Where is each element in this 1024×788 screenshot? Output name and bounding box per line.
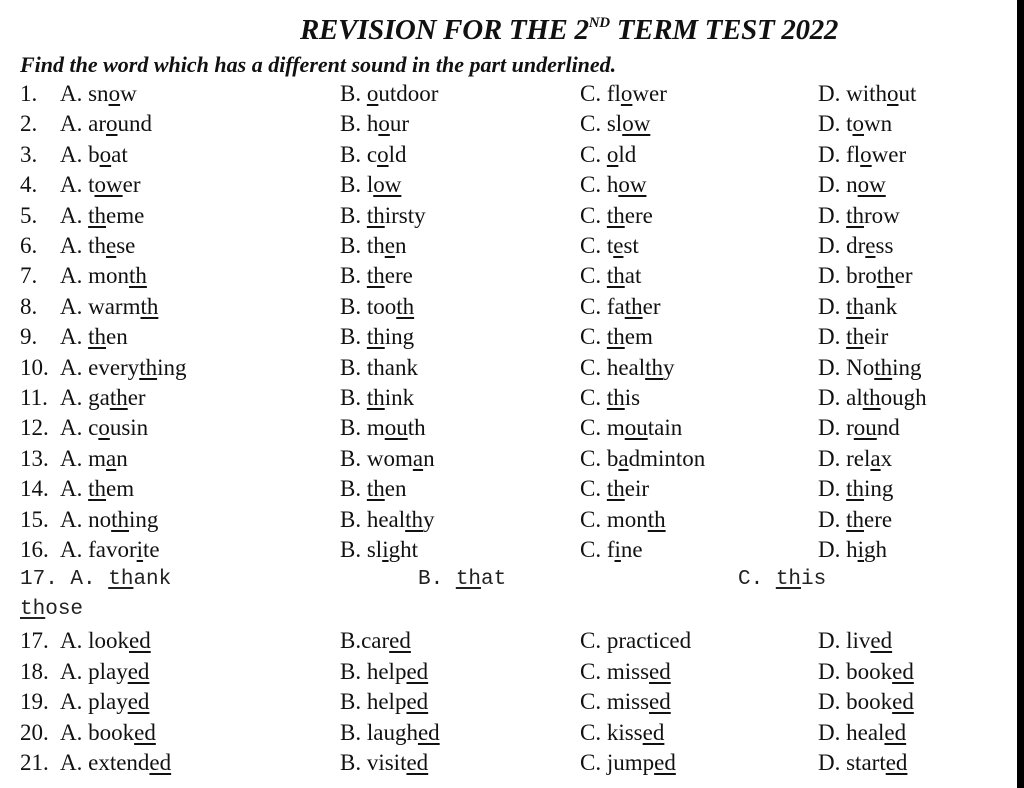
option-c: C. badminton bbox=[580, 445, 706, 471]
option-b: B. then bbox=[340, 233, 407, 258]
option-c: C. slow bbox=[580, 111, 651, 137]
question-number: 15. bbox=[20, 506, 49, 532]
option-b: B. that bbox=[418, 568, 507, 591]
question-number: 13. bbox=[20, 445, 49, 471]
question-number: 18. bbox=[20, 658, 49, 684]
option-a: A. cousin bbox=[60, 415, 149, 441]
option-d: D. high bbox=[818, 537, 888, 562]
option-b: B. hour bbox=[340, 111, 410, 137]
question-number: 17. bbox=[20, 628, 49, 653]
option-c: C. moutain bbox=[580, 415, 683, 441]
question-row bbox=[0, 203, 1010, 233]
question-row bbox=[0, 294, 1010, 324]
option-d: D. booked bbox=[818, 689, 914, 715]
question-row bbox=[0, 172, 1010, 202]
option-a: A. theme bbox=[60, 202, 145, 228]
question-row bbox=[0, 385, 1010, 415]
option-c: C. test bbox=[580, 233, 639, 258]
question-number: 4. bbox=[20, 172, 38, 198]
question-number: 1. bbox=[20, 81, 38, 106]
option-c: C. there bbox=[580, 202, 653, 228]
option-c: C. this bbox=[580, 385, 641, 410]
question-row bbox=[0, 720, 1010, 750]
question-number: 19. bbox=[20, 689, 49, 715]
option-a: A. nothing bbox=[60, 506, 159, 532]
option-d: D. there bbox=[818, 506, 893, 532]
option-b: B. helped bbox=[340, 658, 429, 684]
option-b: B. outdoor bbox=[340, 81, 439, 106]
option-b: B.cared bbox=[340, 628, 411, 653]
question-row bbox=[0, 233, 1010, 263]
option-c: C. their bbox=[580, 476, 649, 502]
option-c: C. jumped bbox=[580, 750, 676, 776]
option-b: B. tooth bbox=[340, 293, 415, 319]
option-a: A. played bbox=[60, 658, 150, 684]
option-a: A. boat bbox=[60, 141, 128, 167]
page-edge-bar bbox=[1017, 0, 1024, 788]
question-number: 5. bbox=[20, 202, 38, 228]
option-c: C. father bbox=[580, 293, 661, 319]
question-row bbox=[0, 324, 1010, 354]
option-b: B. mouth bbox=[340, 415, 426, 441]
option-d: D. although bbox=[818, 385, 927, 410]
instruction: Find the word which has a different sound in the part underlined. bbox=[20, 52, 617, 77]
question-number: 7. bbox=[20, 263, 38, 289]
option-d: D. started bbox=[818, 750, 908, 776]
option-d: D. without bbox=[818, 81, 917, 106]
option-d: D. town bbox=[818, 111, 893, 137]
option-d: D. Nothing bbox=[818, 354, 922, 380]
option-a: A. month bbox=[60, 263, 147, 289]
question-row-monospace bbox=[0, 568, 1010, 598]
question-number: 12. bbox=[20, 415, 49, 441]
option-b: B. thirsty bbox=[340, 202, 426, 228]
question-number: 3. bbox=[20, 141, 38, 167]
option-b: B. helped bbox=[340, 689, 429, 715]
option-a: A. extended bbox=[60, 750, 172, 776]
option-c: C. healthy bbox=[580, 354, 675, 380]
option-a: A. snow bbox=[60, 81, 137, 106]
question-number: 6. bbox=[20, 233, 38, 258]
question-row bbox=[0, 659, 1010, 689]
option-b: B. laughed bbox=[340, 719, 440, 745]
option-a: A. everything bbox=[60, 354, 187, 380]
question-row bbox=[0, 446, 1010, 476]
option-b: B. healthy bbox=[340, 506, 435, 532]
option-c: C. fine bbox=[580, 537, 643, 562]
page-title: REVISION FOR THE 2ND TERM TEST 2022 bbox=[300, 14, 839, 46]
question-row bbox=[0, 263, 1010, 293]
option-c: C. practiced bbox=[580, 628, 692, 653]
option-a: A. them bbox=[60, 476, 135, 502]
option-b: B. there bbox=[340, 263, 413, 289]
question-row bbox=[0, 81, 1010, 111]
question-number: 2. bbox=[20, 111, 38, 137]
option-b: B. think bbox=[340, 385, 415, 410]
option-b: B. slight bbox=[340, 537, 418, 562]
option-a: A. favorite bbox=[60, 537, 160, 562]
option-d: those bbox=[20, 598, 84, 621]
option-c: C. month bbox=[580, 506, 666, 532]
question-number: 8. bbox=[20, 293, 38, 319]
option-a: A. played bbox=[60, 689, 150, 715]
option-c: C. flower bbox=[580, 81, 667, 106]
option-d: D. thank bbox=[818, 293, 898, 319]
option-c: C. missed bbox=[580, 689, 671, 715]
option-c: C. that bbox=[580, 263, 642, 289]
question-number: 14. bbox=[20, 476, 49, 502]
question-number: 10. bbox=[20, 354, 49, 380]
option-a: A. warmth bbox=[60, 293, 159, 319]
question-number: 20. bbox=[20, 719, 49, 745]
question-row-monospace-wrap bbox=[0, 598, 1010, 628]
option-d: D. round bbox=[818, 415, 900, 441]
option-b: B. woman bbox=[340, 445, 435, 471]
option-a: A. these bbox=[60, 233, 136, 258]
option-b: B. thing bbox=[340, 324, 415, 350]
option-b: B. low bbox=[340, 172, 402, 198]
option-b: B. thank bbox=[340, 354, 418, 380]
option-c: C. how bbox=[580, 172, 647, 198]
question-row bbox=[0, 142, 1010, 172]
option-d: D. throw bbox=[818, 202, 900, 228]
question-number: 16. bbox=[20, 537, 49, 562]
option-c: C. this bbox=[738, 568, 827, 591]
question-row bbox=[0, 537, 1010, 567]
option-b: B. then bbox=[340, 476, 407, 502]
option-d: D. booked bbox=[818, 658, 914, 684]
option-b: B. visited bbox=[340, 750, 429, 776]
option-a: 17. A. thank bbox=[20, 568, 172, 591]
question-row bbox=[0, 507, 1010, 537]
option-a: A. tower bbox=[60, 172, 141, 198]
question-row bbox=[0, 628, 1010, 658]
option-c: C. kissed bbox=[580, 719, 665, 745]
option-d: D. brother bbox=[818, 263, 913, 289]
option-a: A. looked bbox=[60, 628, 151, 653]
question-row bbox=[0, 750, 1010, 780]
option-d: D. their bbox=[818, 324, 889, 350]
option-a: A. man bbox=[60, 445, 128, 471]
option-d: D. lived bbox=[818, 628, 893, 653]
option-d: D. relax bbox=[818, 445, 893, 471]
question-row bbox=[0, 689, 1010, 719]
option-b: B. cold bbox=[340, 141, 407, 167]
question-row bbox=[0, 476, 1010, 506]
option-a: A. gather bbox=[60, 385, 146, 410]
option-c: C. missed bbox=[580, 658, 671, 684]
option-d: D. healed bbox=[818, 719, 907, 745]
option-d: D. dress bbox=[818, 233, 894, 258]
option-d: D. thing bbox=[818, 476, 894, 502]
option-d: D. flower bbox=[818, 141, 907, 167]
question-number: 9. bbox=[20, 324, 38, 350]
question-row bbox=[0, 355, 1010, 385]
option-c: C. old bbox=[580, 141, 637, 167]
question-number: 11. bbox=[20, 385, 48, 410]
question-number: 21. bbox=[20, 750, 49, 776]
question-row bbox=[0, 111, 1010, 141]
option-c: C. them bbox=[580, 324, 653, 350]
question-row bbox=[0, 415, 1010, 445]
option-a: A. then bbox=[60, 324, 128, 350]
option-d: D. now bbox=[818, 172, 886, 198]
option-a: A. booked bbox=[60, 719, 156, 745]
option-a: A. around bbox=[60, 111, 152, 137]
